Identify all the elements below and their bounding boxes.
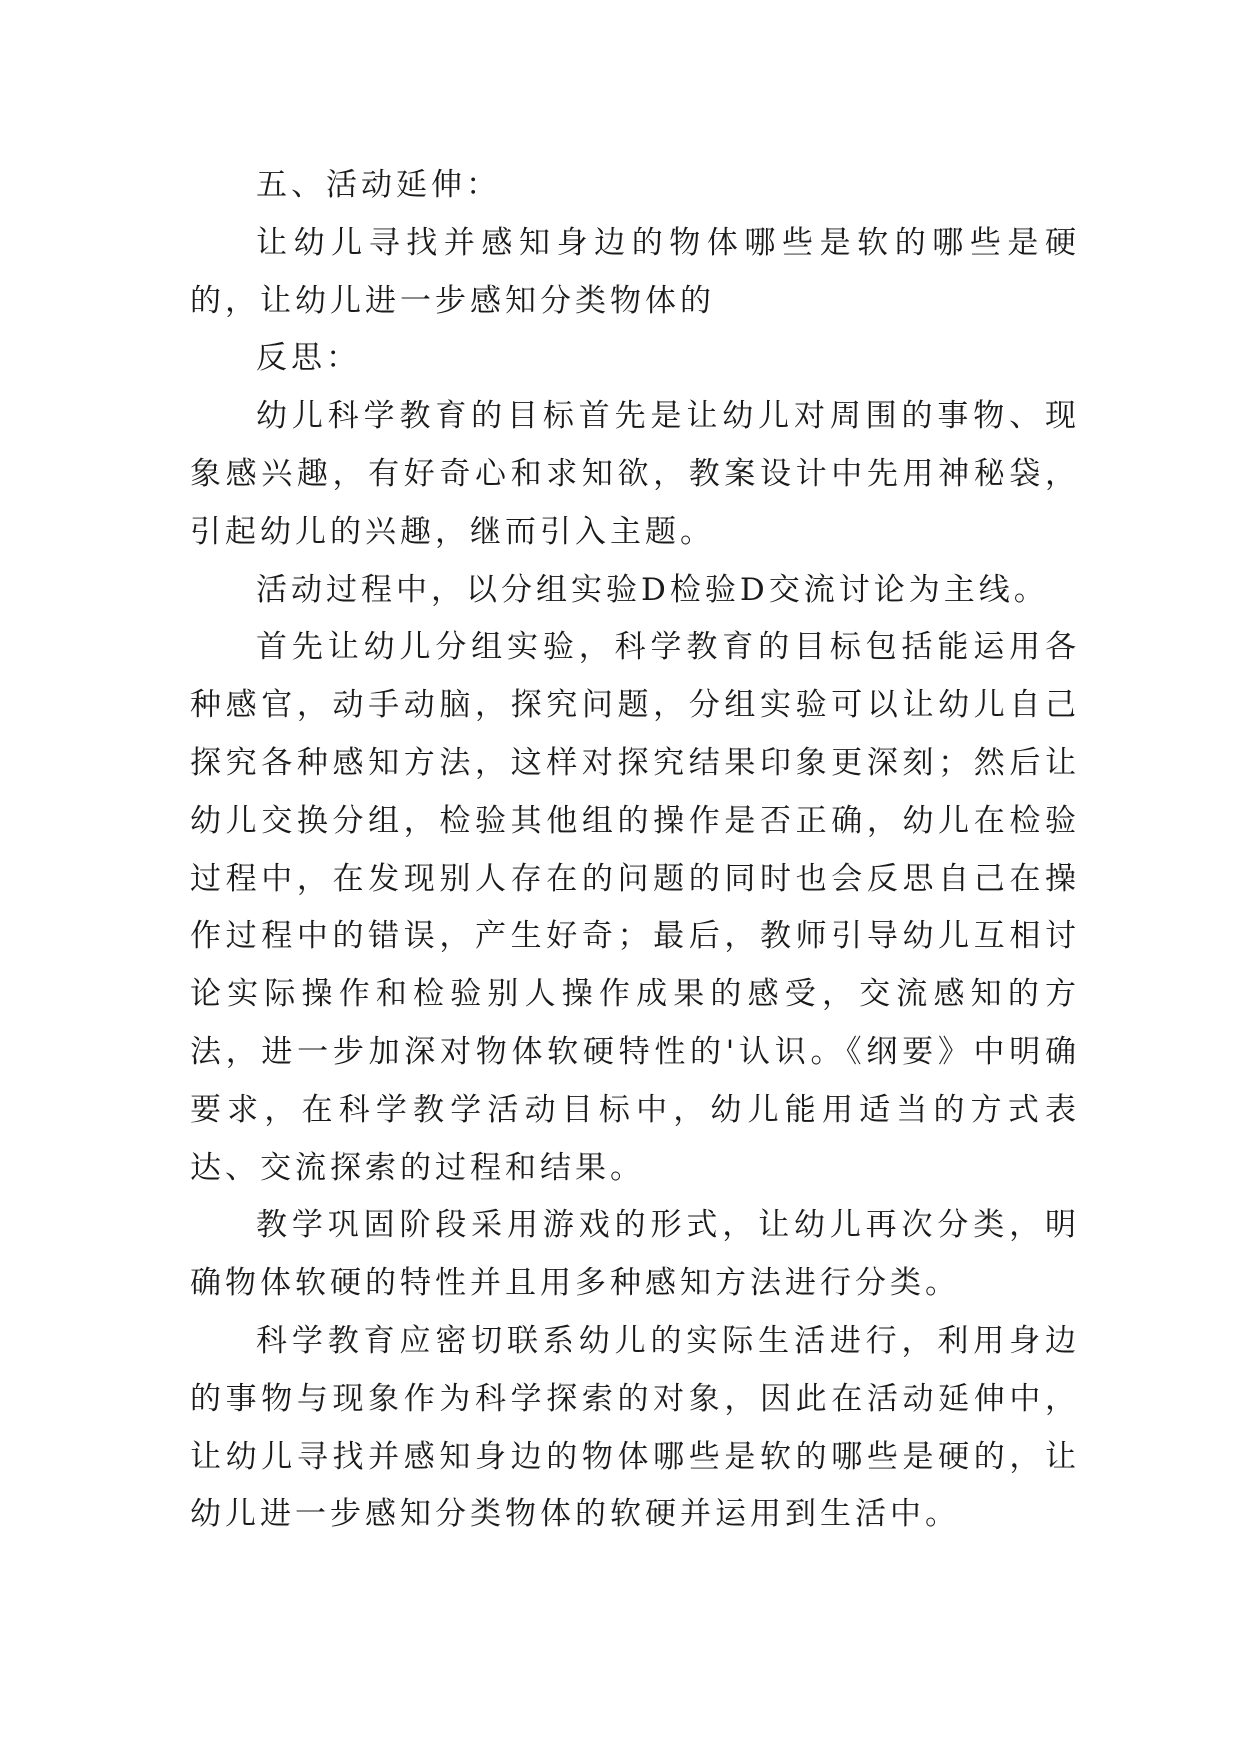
document-body bbox=[190, 157, 1080, 1544]
paragraph-process-mainline: 活动过程中，以分组实验D检验D交流讨论为主线。 bbox=[256, 571, 1049, 608]
paragraph-consolidation: 教学巩固阶段采用游戏的形式，让幼儿再次分类，明确物体软硬的特性并且用多种感知方法进行分类。 bbox=[190, 1207, 1080, 1302]
paragraph-group-experiment: 首先让幼儿分组实验，科学教育的目标包括能运用各种感官，动手动脑，探究问题，分组实验可以让幼儿自己探究各种感知方法，这样对探究结果印象更深刻；然后让幼儿交换分组，检验其他组的操作是否正确，幼儿在检验过程中，在发现别人存在的问题的同时也会反思自己在操作过程中的错误，产生好奇；最后，教师引导幼儿互相讨论实际操作和检验别人操作成果的感受，交流感知的方法，进一步加深对物体软硬特性的'认识。《纲要》中明确要求，在科学教学活动目标中，幼儿能用适当的方式表达、交流探索的过程和结果。 bbox=[190, 629, 1080, 1186]
paragraph-reflection-goal: 幼儿科学教育的目标首先是让幼儿对周围的事物、现象感兴趣，有好奇心和求知欲，教案设计中先用神秘袋，引起幼儿的兴趣，继而引入主题。 bbox=[190, 398, 1080, 550]
section-heading-activity-extension: 五、活动延伸： bbox=[256, 167, 501, 203]
paragraph-extension-content: 让幼儿寻找并感知身边的物体哪些是软的哪些是硬的，让幼儿进一步感知分类物体的 bbox=[190, 224, 1080, 319]
section-heading-reflection: 反思： bbox=[256, 340, 361, 377]
paragraph-daily-life: 科学教育应密切联系幼儿的实际生活进行，利用身边的事物与现象作为科学探索的对象，因此在活动延伸中，让幼儿寻找并感知身边的物体哪些是软的哪些是硬的，让幼儿进一步感知分类物体的软硬并运用到生活中。 bbox=[190, 1322, 1080, 1533]
